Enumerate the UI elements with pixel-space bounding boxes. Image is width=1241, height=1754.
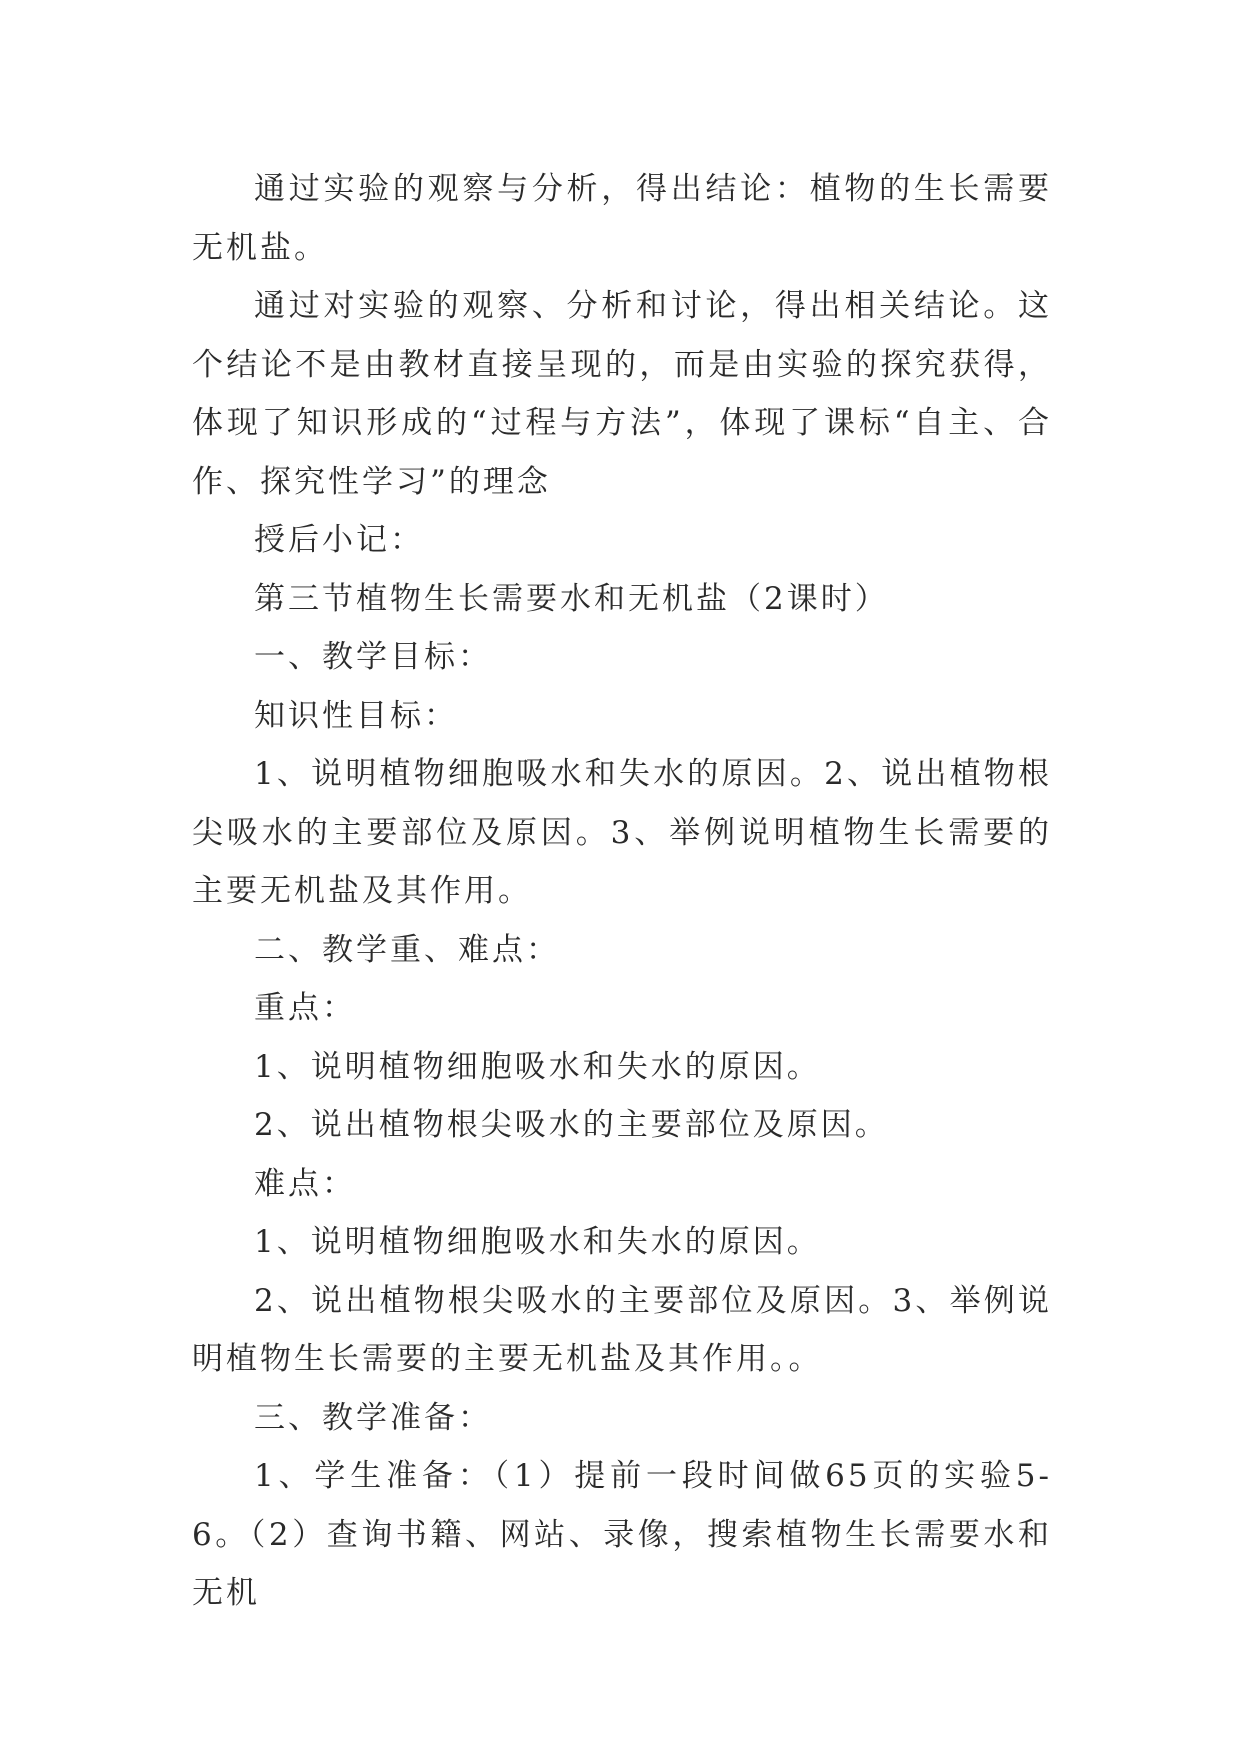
subheading-knowledge-objectives: 知识性目标： — [254, 697, 458, 734]
list-item-difficult-point-2: 2、说出植物根尖吸水的主要部位及原因。3、举例说明植物生长需要的主要无机盐及其作用。。 — [192, 1282, 1052, 1377]
body-text — [192, 160, 1052, 1623]
subheading-key-points: 重点： — [254, 990, 356, 1026]
section-title: 第三节植物生长需要水和无机盐（2课时） — [254, 580, 889, 617]
paragraph-student-preparation: 1、学生准备：（1）提前一段时间做65页的实验5-6。（2）查询书籍、网站、录像，搜索植物生长需要水和无机 — [192, 1458, 1052, 1611]
heading-teaching-preparation: 三、教学准备： — [254, 1399, 492, 1436]
heading-key-difficult-points: 二、教学重、难点： — [254, 931, 560, 968]
paragraph-conclusion-discussion: 通过对实验的观察、分析和讨论，得出相关结论。这个结论不是由教材直接呈现的，而是由实验的探究获得，体现了知识形成的“过程与方法”，体现了课标“自主、合作、探究性学习”的理念 — [192, 288, 1052, 500]
subheading-difficult-points: 难点： — [254, 1165, 356, 1202]
paragraph-conclusion-inorganic-salt: 通过实验的观察与分析，得出结论：植物的生长需要无机盐。 — [192, 171, 1052, 266]
list-item-key-point-1: 1、说明植物细胞吸水和失水的原因。 — [254, 1048, 821, 1085]
list-item-key-point-2: 2、说出植物根尖吸水的主要部位及原因。 — [254, 1107, 889, 1143]
list-item-difficult-point-1: 1、说明植物细胞吸水和失水的原因。 — [254, 1224, 821, 1260]
heading-teaching-objectives: 一、教学目标： — [254, 639, 492, 675]
paragraph-post-class-notes: 授后小记： — [254, 522, 424, 558]
paragraph-objectives-list: 1、说明植物细胞吸水和失水的原因。2、说出植物根尖吸水的主要部位及原因。3、举例说明植物生长需要的主要无机盐及其作用。 — [192, 756, 1052, 909]
